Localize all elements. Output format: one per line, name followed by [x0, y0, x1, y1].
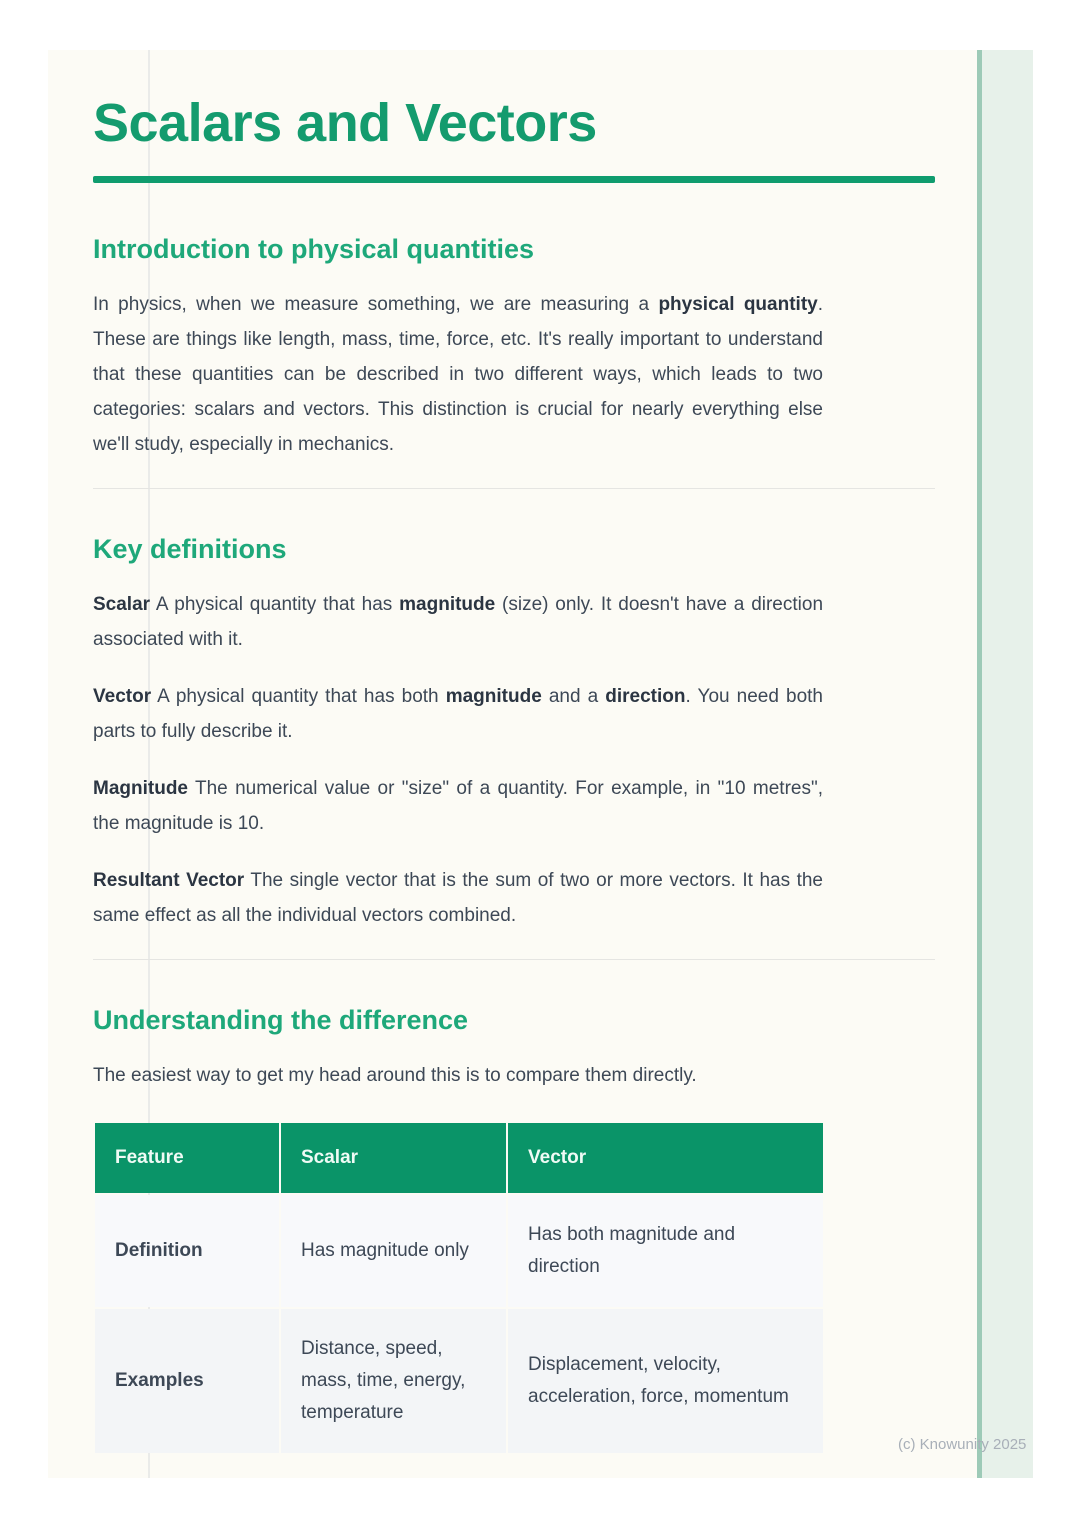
- definition-resultant-vector: Resultant Vector The single vector that is the sum of two or more vectors. It has the same effect as all the individual vectors combined.: [93, 870, 823, 926]
- definition-vector: Vector A physical quantity that has both magnitude and a direction. You need both parts to fully describe it.: [93, 686, 823, 742]
- definition-magnitude: Magnitude The numerical value or "size" of a quantity. For example, in "10 metres", the magnitude is 10.: [93, 778, 823, 834]
- section-divider: [93, 959, 935, 960]
- row-label-definition: Definition: [95, 1195, 279, 1307]
- table-row-definition: [95, 1195, 823, 1307]
- intro-paragraph: In physics, when we measure something, we are measuring a physical quantity. These are things like length, mass, time, force, etc. It's really important to understand that these quantities can be described in two different ways, which leads to two categories: scalars and vectors. This distinction is crucial for nearly everything else we'll study, especially in mechanics.: [93, 294, 823, 455]
- cell-definition-vector: Has both magnitude and direction: [508, 1195, 823, 1307]
- section-heading-introduction: Introduction to physical quantities: [93, 234, 535, 264]
- copyright-watermark: (c) Knowunity 2025: [898, 1436, 1027, 1453]
- table-header-scalar: Scalar: [281, 1123, 506, 1193]
- comparison-table: [93, 1121, 825, 1455]
- page-content: [93, 92, 823, 1455]
- section-divider: [93, 488, 935, 489]
- table-header-feature: Feature: [95, 1123, 279, 1193]
- definition-scalar: Scalar A physical quantity that has magnitude (size) only. It doesn't have a direction associated with it.: [93, 594, 824, 650]
- table-header-vector: Vector: [508, 1123, 823, 1193]
- section-heading-understanding: Understanding the difference: [93, 1005, 469, 1035]
- section-understanding-difference: [93, 1002, 823, 1455]
- table-row-examples: [95, 1309, 823, 1453]
- cell-definition-scalar: Has magnitude only: [281, 1195, 506, 1307]
- title-underline: [93, 176, 935, 183]
- cell-examples-scalar: Distance, speed, mass, time, energy, temperature: [281, 1309, 506, 1453]
- cell-examples-vector: Displacement, velocity, acceleration, force, momentum: [508, 1309, 823, 1453]
- page-title: Scalars and Vectors: [93, 93, 597, 153]
- document-page: [48, 50, 1033, 1478]
- table-header-row: [95, 1123, 823, 1193]
- row-label-examples: Examples: [95, 1309, 279, 1453]
- section-heading-key-definitions: Key definitions: [93, 534, 287, 564]
- section-key-definitions: [93, 531, 823, 933]
- page-edge-stripe: [977, 50, 1033, 1478]
- understanding-paragraph: The easiest way to get my head around this is to compare them directly.: [93, 1065, 697, 1086]
- section-introduction: [93, 231, 823, 462]
